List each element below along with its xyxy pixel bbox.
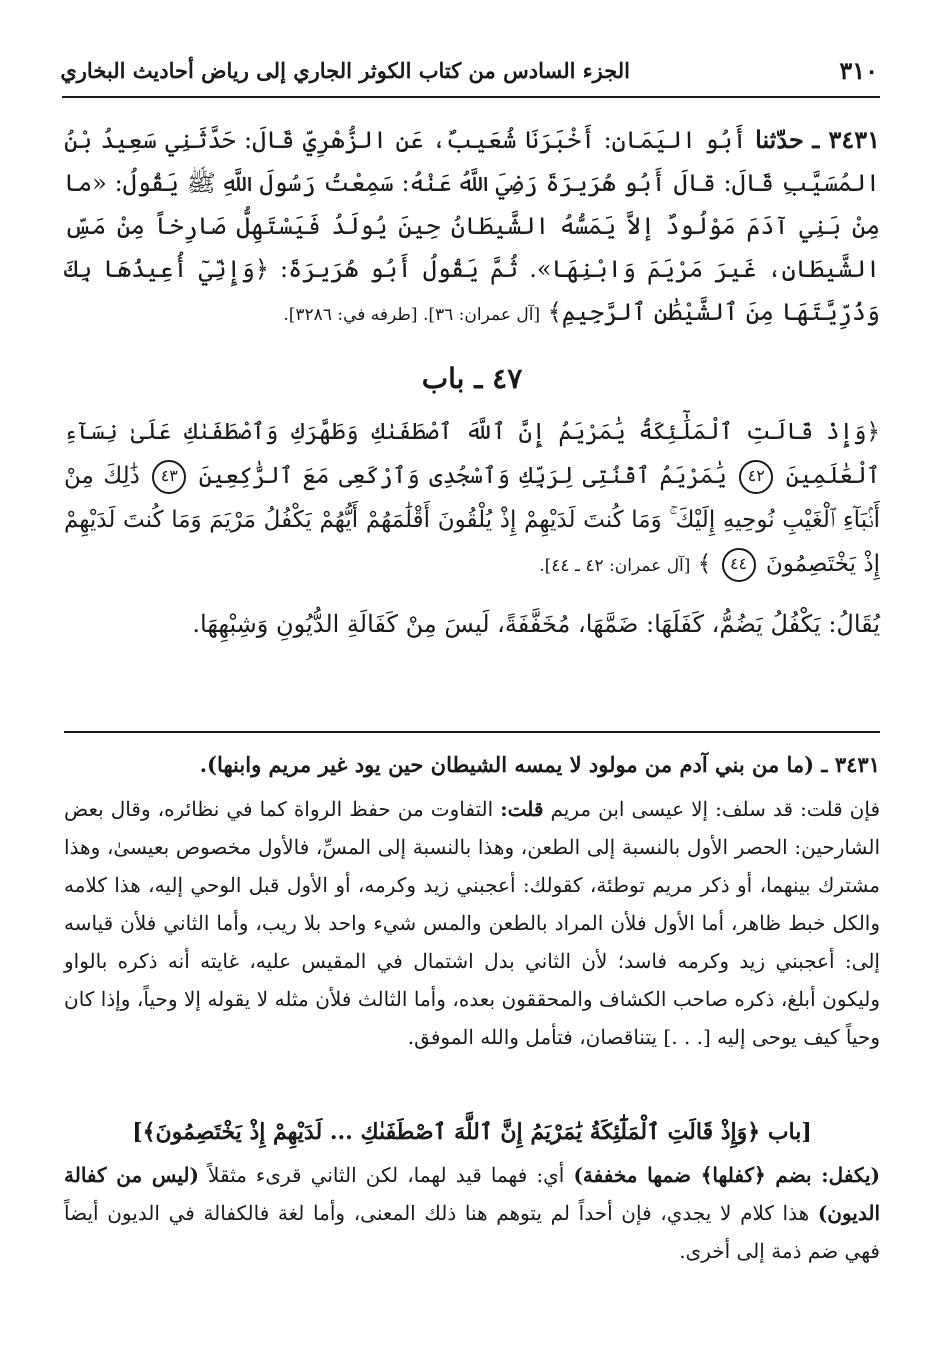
note-text-1: أي: فهما قيد لهما، لكن الثاني قرىء مثقلاً: [208, 1163, 565, 1187]
commentary-question: فإن قلت: قد سلف: إلا عيسى ابن مريم: [550, 797, 881, 821]
quran-verses: [64, 410, 880, 588]
hadith-body: أَبُو اليَمَانِ: أَخْبَرَنَا شُعَيبٌ، عَنِ الزُّهْرِيِّ قَالَ: حَدَّثَنِي سَعِيدُ بْنُ المُسَيَّبِ قَالَ: قالَ أَبُو هُرَيرَةَ رَضِيَ اللَّهُ عَنْهُ: سَمِعْتُ رَسُولَ اللَّهِ ﷺ يَقُولُ: «ما مِنْ بَنِي آدَمَ مَوْلُودٌ إلاَّ يَمَسُّهُ الشَّيطَانُ حِينَ يُولَدُ فَيَسْتَهِلُّ صَارِخاً مِنْ مَسِّ الشَّيطَانِ، غَيرَ مَرْيَمَ وَابْنِهَا». ثُمَّ يَقُولُ أَبُو هُرَيرَةَ: ﴿وَإِنِّيٓ أُعِيذُهَا بِكَ وَذُرِّيَّتَهَا مِنَ ٱلشَّيْطَٰنِ ٱلرَّجِيمِ﴾: [64, 126, 880, 326]
note-text-2: هذا كلام لا يجدي، فإن أحداً لم يتوهم هنا ذلك المعنى، وأما لغة فالكفالة في الديون أيضاً فهي ضم ذمة إلى أخرى.: [64, 1201, 880, 1263]
ayah-number-marker: ٤٣: [152, 460, 186, 494]
chapter-title: ٤٧ ـ باب: [421, 362, 523, 395]
hadith-chain-lead: حدّثنا: [755, 125, 804, 154]
hadith-citation: [آل عمران: ٣٦]. [طرفه في: ٣٢٨٦].: [283, 305, 541, 325]
commentary-qult: قلت:: [500, 797, 544, 821]
note-lead-2: (ليس من كفالة الديون): [64, 1163, 881, 1225]
ayah-number-marker: ٤٢: [739, 460, 773, 494]
word-explanation: يُقَالُ: يَكْفُلُ يَضُمُّ، كَفَلَهَا: ضَمَّهَا، مُخَفَّفَةً، لَيسَ مِنْ كَفَالَةِ الدُّيُونِ وَشِبْهِهَا.: [192, 610, 880, 638]
footnote-divider: [64, 731, 880, 733]
page-number: ٣١٠: [839, 56, 878, 85]
quran-verse-43: يَٰمَرْيَمُ ٱقْنُتِى لِرَبِّكِ وَٱسْجُدِى وَٱرْكَعِى مَعَ ٱلرَّٰكِعِينَ: [198, 463, 727, 489]
ayah-number-marker: ٤٤: [722, 548, 756, 582]
hadith-number: ٣٤٣١ ـ: [812, 125, 880, 154]
quran-citation: [آل عمران: ٤٢ ـ ٤٤].: [539, 556, 691, 576]
commentary-notes: [64, 1156, 880, 1270]
commentary-answer: التفاوت من حفظ الرواة كما في نظائره، وقال بعض الشارحين: الحصر الأول بالنسبة إلى الطعن، وهذا بالنسبة إلى المسِّ، فالأول مخصوص بعيسىٰ، وهذا مشترك بينهما، أو ذكر مريم توطئة، كقولك: أعجبني زيد وكرمه، أو الأول قبل الوحي إليه، هذا كلامه والكل خبط ظاهر، أما الأول فلأن المراد بالطعن والمس شيء واحد بلا ريب، وأما الثاني فلأن قياسه إلى: أعجبني زيد وكرمه فاسد؛ لأن الثاني بدل اشتمال في المقيس عليه، غايته أنه ذكره بالواو وليكون أبلغ، ذكره صاحب الكشاف والمحققون بعده، وأما الثالث فلأن مثله لا يقوله إلا وحياً، وإذا كان وحياً كيف يوحى إليه [. . .] يتناقصان، فتأمل والله الموفق.: [64, 797, 880, 1049]
running-title: الجزء السادس من كتاب الكوثر الجاري إلى رياض أحاديث البخاري: [60, 58, 630, 83]
commentary-paragraph: [64, 790, 880, 1056]
hadith-text: [64, 118, 880, 337]
note-lead-1: (يكفل: بضم ﴿كفلها﴾ ضمها مخففة): [573, 1163, 881, 1187]
quran-closing-bracket: ﴾: [697, 551, 712, 577]
commentary-heading: ٣٤٣١ ـ (ما من بني آدم من مولود لا يمسه الشيطان حين يود غير مريم وابنها).: [199, 752, 880, 777]
quran-verse-44: ذَٰلِكَ مِنْ أَنۢبَآءِ ٱلْغَيْبِ نُوحِيهِ إِلَيْكَ ۚ وَمَا كُنتَ لَدَيْهِمْ إِذْ يُلْقُونَ أَقْلَٰمَهُمْ أَيُّهُمْ يَكْفُلُ مَرْيَمَ وَمَا كُنتَ لَدَيْهِمْ إِذْ يَخْتَصِمُونَ: [64, 463, 880, 577]
running-header: [62, 56, 880, 98]
commentary-chapter-heading: [باب ﴿وَإِذْ قَالَتِ ٱلْمَلَٰٓئِكَةُ يَٰمَرْيَمُ إِنَّ ٱللَّهَ ٱصْطَفَىٰكِ ... لَدَيْهِمْ إِذْ يَخْتَصِمُونَ﴾]: [132, 1119, 812, 1145]
quran-verse-42: ﴿وَإِذْ قَالَتِ ٱلْمَلَٰٓئِكَةُ يَٰمَرْيَمُ إِنَّ ٱللَّهَ ٱصْطَفَىٰكِ وَطَهَّرَكِ وَٱصْطَفَىٰكِ عَلَىٰ نِسَآءِ ٱلْعَٰلَمِينَ: [64, 419, 881, 489]
